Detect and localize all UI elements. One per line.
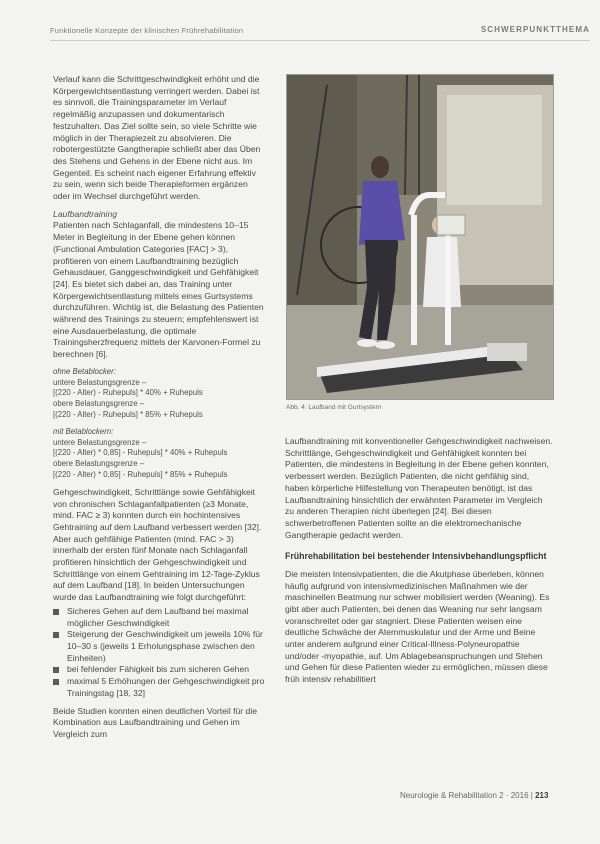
square-bullet-icon [53,632,59,638]
figure-caption: Abb. 4: Laufband mit Gurtsystem [286,404,382,411]
list-item [53,606,265,629]
list-item-text: maximal 5 Erhöhungen der Gehgeschwindigkeit pro Trainingstag [18, 32] [67,676,265,698]
running-head-title: Funktionelle Konzepte der klinischen Frührehabilitation [50,26,244,35]
page-number: 213 [535,791,549,800]
section-heading: Frührehabilitation bei bestehender Intensivbehandlungspflicht [285,551,547,562]
list-item-text: Sicheres Gehen auf dem Laufband bei maximal möglicher Geschwindigkeit [67,605,249,628]
left-column [53,74,265,747]
list-item-text: bei fehlender Fähigkeit bis zum sicheren Gehen [67,664,250,675]
formula-line: [(220 - Alter) * 0,85] - Ruhepuls] * 40% + Ruhepuls [53,448,228,458]
right-column [285,436,553,692]
formula-label-no-betablocker: ohne Betablocker: [53,366,116,376]
square-bullet-icon [53,679,59,685]
formula-line: untere Belastungsgrenze – [53,377,147,387]
treadmill-photo [286,74,554,400]
treadmill-illustration [287,75,553,399]
body-paragraph-1: Patienten nach Schlaganfall, die mindestens 10–15 Meter in Begleitung in der Ebene gehen können (Functional Ambulation Categories [FAC] > 3), profitieren von einem Laufbandtraining bezüglich Gehausdauer, Ganggeschwindigkeit und Gehfähigkeit [24]. Es bietet sich dabei an, das Training unter Körpergewichtsentlastung mittels eines Gurtsystems durchzuführen. Wichtig ist, die Belastung des Patienten während des Trainings zu steuern; empfehlenswert ist eine Ausdauerbelastung, die optimale Trainingsherzfrequenz mittels der Karvonen-Formel zu berechnen [6]. [53,220,264,360]
square-bullet-icon [53,609,59,615]
formula-line: untere Belastungsgrenze – [53,437,147,447]
journal-name: Neurologie & Rehabilitation 2 · 2016 | [400,791,533,800]
intro-paragraph: Verlauf kann die Schrittgeschwindigkeit erhöht und die Körpergewichtsentlastung verringert werden. Dabei ist es sinnvoll, die Trainingsparameter im Verlauf regelmäßig anzupassen und dokumentarisch festzuhalten. Das Ziel sollte sein, so viele Schritte wie möglich in der Therapiezeit zu absolvieren. Die robotergestützte Gangtherapie schließt aber das Üben des Stehens und Gehens in der Ebene nicht aus. Im Gegenteil. Es scheint nach eigener Erfahrung effektiv zu sein, wenn sich beide Therapieformen ergänzen oder im Wechsel durchgeführt werden. [53,74,261,202]
formula-line: obere Belastungsgrenze – [53,459,145,469]
right-paragraph-2: Die meisten Intensivpatienten, die die Akutphase überleben, können häufig aufgrund von intensivmedizinischen Maßnahmen wie der maschinellen Beatmung nur schwer mobilisiert werden (Weaning). Es gibt aber auch Patienten, bei denen das Weaning nur sehr langsam voranschreitet oder gar stagniert. Diese Patienten weisen eine deutliche Schwäche der Atemmuskulatur und der Arme und Beine unter anderem aufgrund einer Critical-Illness-Polyneuropathie und/oder -myopathie, auf. Um Ablagebeanspruchungen und Stehen und Gehen für diese Patienten wieder zu ermöglichen, müssen diese früh intensiv rehabilitiert [285,568,550,685]
right-paragraph-1: Laufbandtraining mit konventioneller Gehgeschwindigkeit nachweisen. Schrittlänge, Gehgeschwindigkeit und Gehfähigkeit konnten bei Patienten, die mindestens in Begleitung in der Ebene gehen konnten, verbessert werden. Bezüglich Patienten, die nicht gehfähig sind, haben körperliche Hilfestellung von Therapeuten benötigt, ist das Laufbandtraining hinsichtlich der erwähnten Parameter im Vergleich zu anderen Therapien nicht überlegen [24]. Bei diesen schwerbetroffenen Patienten sollte an die elektromechanische Gangtherapie gedacht werden. [285,436,553,540]
running-head [50,22,590,41]
list-item [53,676,265,699]
closing-paragraph: Beide Studien konnten einen deutlichen Vorteil für die Kombination aus Laufbandtraining und Gehen im Vergleich zum [53,705,258,739]
page-footer [400,791,548,800]
formula-line: obere Belastungsgrenze – [53,399,145,409]
list-item-text: Steigerung der Geschwindigkeit um jeweils 10% für 10–30 s (jeweils 1 Erholungsphase zwischen den Einheiten) [67,629,263,663]
body-paragraph-2: Gehgeschwindigkeit, Schrittlänge sowie Gehfähigkeit von chronischen Schlaganfallpatienten (≥3 Monate, mind. FAC ≥ 3) konnten durch ein hochintensives Gehtraining auf dem Laufband verbessert werden [32]. Aber auch gehfähige Patienten (mind. FAC > 3) innerhalb der ersten fünf Monate nach Schlaganfall profitieren hinsichtlich der Gehgeschwindigkeit und Schrittlänge von einem Gehtraining im 12-Tage-Zyklus auf dem Laufband [18]. In beiden Untersuchungen wurde das Laufbandtraining wie folgt durchgeführt: [53,486,262,603]
formula-label-betablocker: mit Betablockern: [53,426,114,436]
formula-line: [(220 - Alter) - Ruhepuls] * 85% + Ruhepuls [53,410,203,420]
square-bullet-icon [53,667,59,673]
section-label: SCHWERPUNKTTHEMA [480,25,590,34]
formula-line: [(220 - Alter) - Ruhepuls] * 40% + Ruhepuls [53,388,203,398]
bullet-list [53,606,265,700]
list-item [53,629,265,664]
subheading-laufband: Laufbandtraining [53,208,118,219]
formula-line: [(220 - Alter) * 0,85] - Ruhepuls] * 85% + Ruhepuls [53,470,228,480]
list-item [53,664,265,676]
